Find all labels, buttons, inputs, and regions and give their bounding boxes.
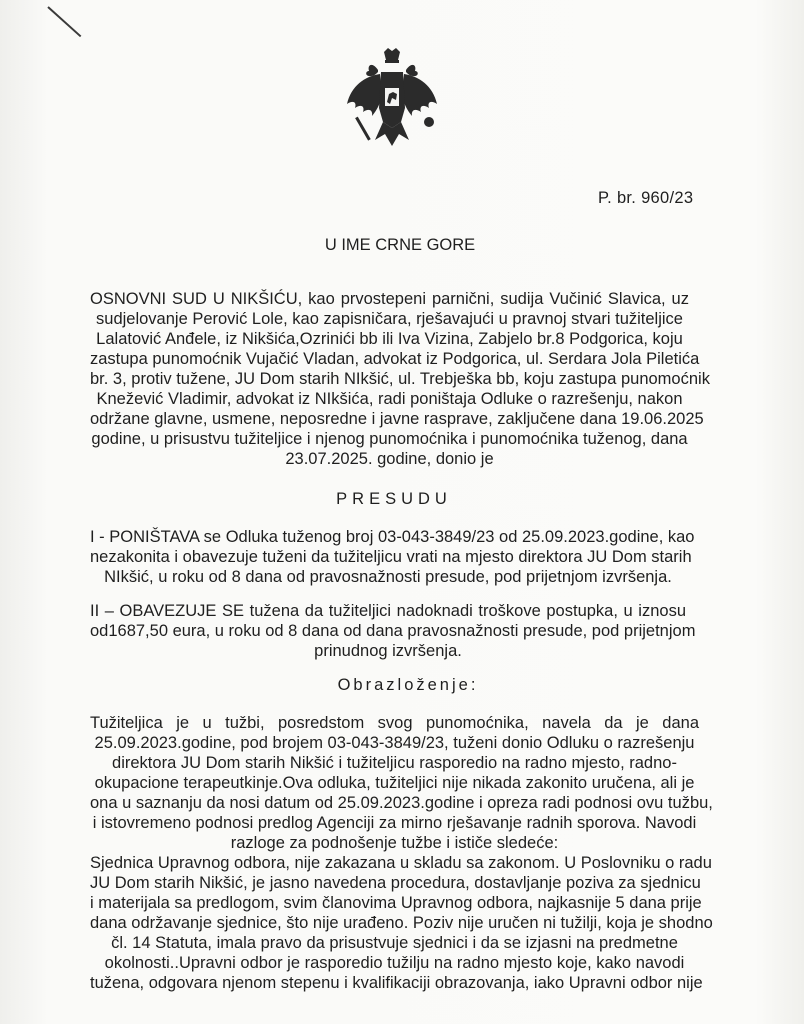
text-line: I - PONIŠTAVA se Odluka tuženog broj 03-043-3849/23 od 25.09.2023.godine, kao <box>90 528 695 546</box>
text-line: okupacione terapeutkinje.Ova odluka, tužiteljici nije nikada zakonito uručena, ali je <box>94 774 695 792</box>
text-line: 25.09.2023.godine, pod brojem 03-043-3849/23, tuženi donio Odluku o razrešenju <box>94 734 695 752</box>
text-line: godine, u prisustvu tužiteljice i njenog punomoćnika i punomoćnika tuženog, dana <box>91 430 688 448</box>
document-heading: U IME CRNE GORE <box>324 236 476 254</box>
text-line: nezakonita i obavezuje tuženi da tužiteljicu vrati na mjesto direktora JU Dom starih <box>90 548 692 566</box>
text-line: čl. 14 Statuta, imala pravo da prisustvuje sjednici i da se izjasni na predmetne <box>111 934 678 952</box>
reasoning-paragraph <box>90 713 713 993</box>
text-line: od1687,50 eura, u roku od 8 dana od dana pravosnažnosti presude, pod prijetnjom <box>90 622 696 640</box>
text-line: okolnosti..Upravni odbor je rasporedio tužilju na radno mjesto koje, kako navodi <box>104 954 685 972</box>
coat-of-arms-icon <box>345 48 439 148</box>
text-line: II – OBAVEZUJE SE tužena da tužiteljici nadoknadi troškove postupka, u iznosu <box>90 602 686 620</box>
text-line: Sjednica Upravnog odbora, nije zakazana u skladu sa zakonom. U Poslovniku o radu <box>90 854 712 872</box>
text-line: Lalatović Anđele, iz Nikšića,Ozrinići bb ili Iva Vizina, Zabjelo br.8 Podgorica, koju <box>96 330 683 348</box>
text-line: br. 3, protiv tužene, JU Dom starih NIkšić, ul. Trebješka bb, koju zastupa punomoćnik <box>90 370 710 388</box>
text-line: Tužiteljica je u tužbi, posredstom svog punomoćnika, navela da je dana <box>90 714 699 732</box>
text-line: prinudnog izvršenja. <box>314 642 462 660</box>
text-line: i materijala sa predlogom, svim članovima Upravnog odbora, najkasnije 5 dana prije <box>90 894 702 912</box>
text-line: 23.07.2025. godine, donio je <box>285 450 494 468</box>
intro-paragraph <box>90 289 710 469</box>
verdict-title: PRESUDU <box>336 490 452 508</box>
text-line: sudjelovanje Perović Lole, kao zapisničara, rješavajući u pravnoj stvari tužiteljice <box>96 310 683 328</box>
staple-mark <box>47 6 81 37</box>
text-line: održane glavne, usmene, neposredne i javne rasprave, zaključene dana 19.06.2025 <box>90 410 704 428</box>
text-line: razloge za podnošenje tužbe i ističe sledeće: <box>230 834 559 852</box>
text-line: direktora JU Dom starih Nikšić i tužiteljicu rasporedio na radno mjesto, radno- <box>112 754 677 772</box>
text-line: JU Dom starih Nikšić, je jasno navedena procedura, dostavljanje poziva za sjednicu <box>90 874 701 892</box>
verdict-item-2 <box>90 601 696 661</box>
text-line: OSNOVNI SUD U NIKŠIĆU, kao prvostepeni parnični, sudija Vučinić Slavica, uz <box>90 290 689 308</box>
reasoning-title: Obrazloženje: <box>337 676 479 694</box>
text-line: zastupa punomoćnik Vujačić Vladan, advokat iz Podgorica, ul. Serdara Jola Piletića <box>90 350 700 368</box>
case-number: P. br. 960/23 <box>598 189 694 207</box>
text-line: ona u saznanju da nosi datum od 25.09.2023.godine i opreza radi podnosi ovu tužbu, <box>90 794 713 812</box>
verdict-item-1 <box>90 527 695 587</box>
text-line: NIkšić, u roku od 8 dana od pravosnažnosti presude, pod prijetnjom izvršenja. <box>104 568 672 586</box>
text-line: i istovremeno podnosi predlog Agenciji za mirno rješavanje radnih sporova. Navodi <box>92 814 697 832</box>
text-line: tužena, odgovara njenom stepenu i kvalifikaciji obrazovanja, iako Upravni odbor nije <box>90 974 703 992</box>
text-line: Knežević Vladimir, advokat iz NIkšića, radi poništaja Odluke o razrešenju, nakon <box>96 390 683 408</box>
text-line: dana održavanje sjednice, što nije urađeno. Poziv nije uručen ni tužilji, koja je shodno <box>90 914 713 932</box>
